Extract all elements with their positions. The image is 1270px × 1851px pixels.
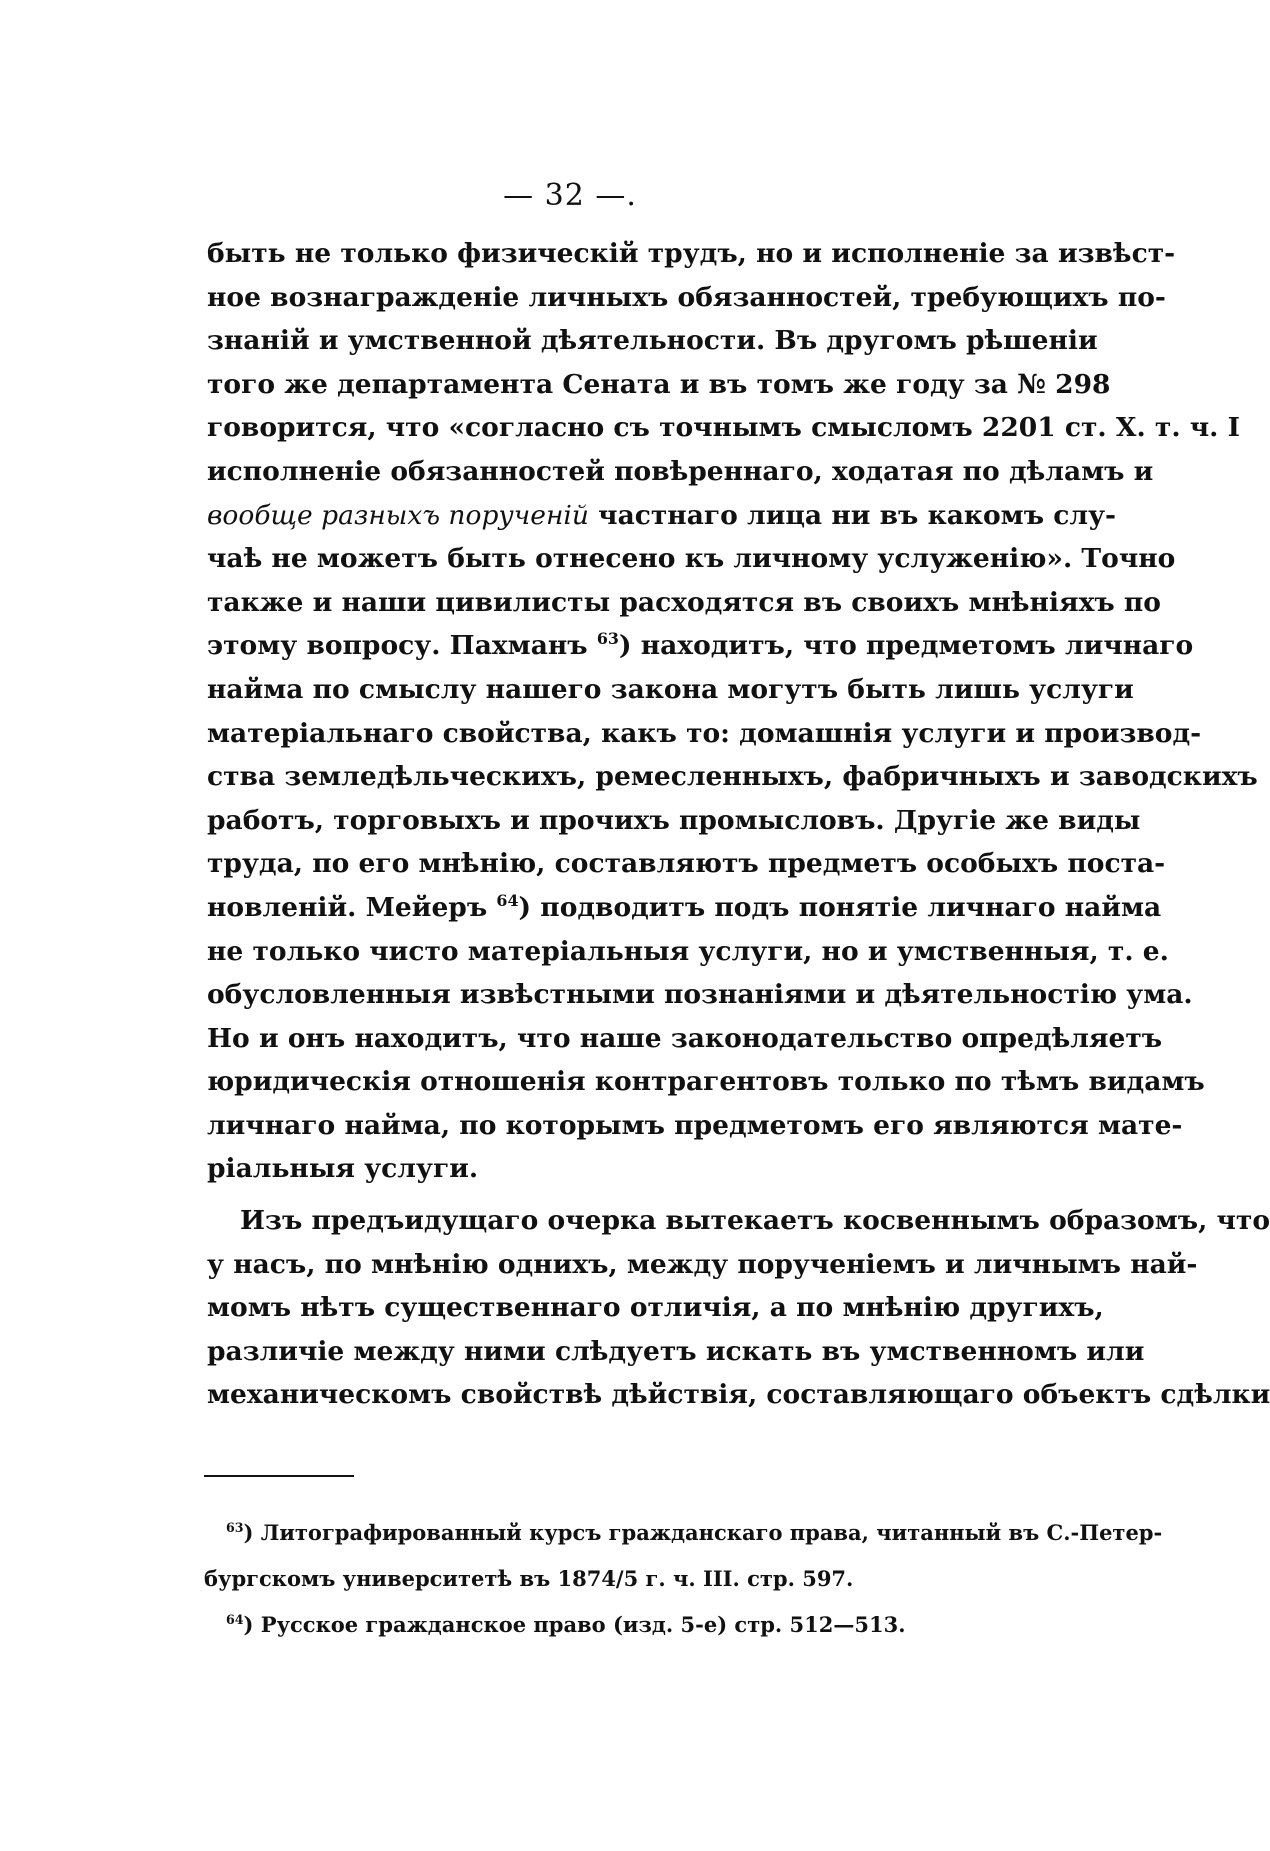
text-line: найма по смыслу нашего закона могутъ быть лишь услуги (207, 673, 1134, 705)
footnote-number: 64 (226, 1612, 244, 1627)
footnote-line (226, 1510, 1163, 1556)
text-line: не только чисто матеріальныя услуги, но и умственныя, т. е. (207, 935, 1169, 967)
footnote-divider (204, 1475, 354, 1477)
footnote-line (226, 1602, 1056, 1648)
text-line: у насъ, по мнѣнію однихъ, между порученіемъ и личнымъ най- (207, 1248, 1198, 1280)
text-line: ства земледѣльческихъ, ремесленныхъ, фабричныхъ и заводскихъ (207, 761, 1258, 793)
text-line: различіе между ними слѣдуетъ искать въ умственномъ или (207, 1335, 1145, 1367)
text-line: матеріальнаго свойства, какъ то: домашнія услуги и производ- (207, 717, 1202, 749)
footnote-text: ) Русское гражданское право (изд. 5-е) стр. 512—513. (243, 1612, 906, 1637)
footnote-ref: 64 (496, 891, 519, 911)
footnote-ref: 63 (596, 629, 619, 649)
text-fragment: ) подводитъ подъ понятіе личнаго найма (518, 891, 1162, 923)
text-line: того же департамента Сената и въ томъ же году за № 298 (207, 368, 1111, 400)
text-line: Изъ предъидущаго очерка вытекаетъ косвеннымъ образомъ, что (240, 1205, 1270, 1237)
text-line: исполненіе обязанностей повѣреннаго, ходатая по дѣламъ и (207, 455, 1154, 487)
text-line: ріальныя услуги. (207, 1153, 479, 1185)
text-line: ное вознагражденіе личныхъ обязанностей, требующихъ по- (207, 281, 1166, 313)
text-line: труда, по его мнѣнію, составляютъ предметъ особыхъ поста- (207, 848, 1166, 880)
text-line: говорится, что «согласно съ точнымъ смысломъ 2201 ст. Х. т. ч. I (207, 412, 1241, 444)
text-line: механическомъ свойствѣ дѣйствія, составляющаго объектъ сдѣлки (207, 1379, 1270, 1411)
text-line (207, 624, 1194, 668)
footnote-line (204, 1556, 1056, 1602)
text-line: работъ, торговыхъ и прочихъ промысловъ. Другіе же виды (207, 804, 1141, 836)
text-line: личнаго найма, по которымъ предметомъ его являются мате- (207, 1109, 1183, 1141)
text-line (207, 886, 1162, 930)
footnotes (204, 1510, 1163, 1648)
text-line: юридическія отношенія контрагентовъ только по тѣмъ видамъ (207, 1066, 1205, 1098)
text-fragment: новленій. Мейеръ (207, 891, 497, 923)
page-number: — 32 —. (503, 178, 637, 213)
text-line: момъ нѣтъ существеннаго отличія, а по мнѣнію другихъ, (207, 1292, 1104, 1324)
footnote-number: 63 (226, 1520, 244, 1535)
text-line (207, 494, 1117, 538)
text-fragment: ) находитъ, что предметомъ личнаго (618, 630, 1194, 662)
footnote-text: бургскомъ университетѣ въ 1874/5 г. ч. III. стр. 597. (204, 1566, 854, 1591)
text-line: обусловленныя извѣстными познаніями и дѣятельностію ума. (207, 979, 1193, 1011)
text-line: также и наши цивилисты расходятся въ своихъ мнѣніяхъ по (207, 586, 1161, 618)
text-line: Но и онъ находитъ, что наше законодательство опредѣляетъ (207, 1022, 1163, 1054)
paragraph-gap (207, 1191, 1062, 1199)
text-line: быть не только физическій трудъ, но и исполненіе за извѣст- (207, 238, 1176, 269)
italic-phrase: вообще разныхъ порученій (207, 499, 589, 531)
main-text (207, 232, 1270, 1417)
text-line: чаѣ не можетъ быть отнесено къ личному услуженію». Точно (207, 543, 1176, 575)
text-fragment: частнаго лица ни въ какомъ слу- (588, 499, 1117, 531)
text-fragment: этому вопросу. Пахманъ (207, 630, 597, 662)
text-line: знаній и умственной дѣятельности. Въ другомъ рѣшеніи (207, 325, 1098, 357)
footnote-text: ) Литографированный курсъ гражданскаго права, читанный въ С.-Петер- (243, 1520, 1163, 1545)
